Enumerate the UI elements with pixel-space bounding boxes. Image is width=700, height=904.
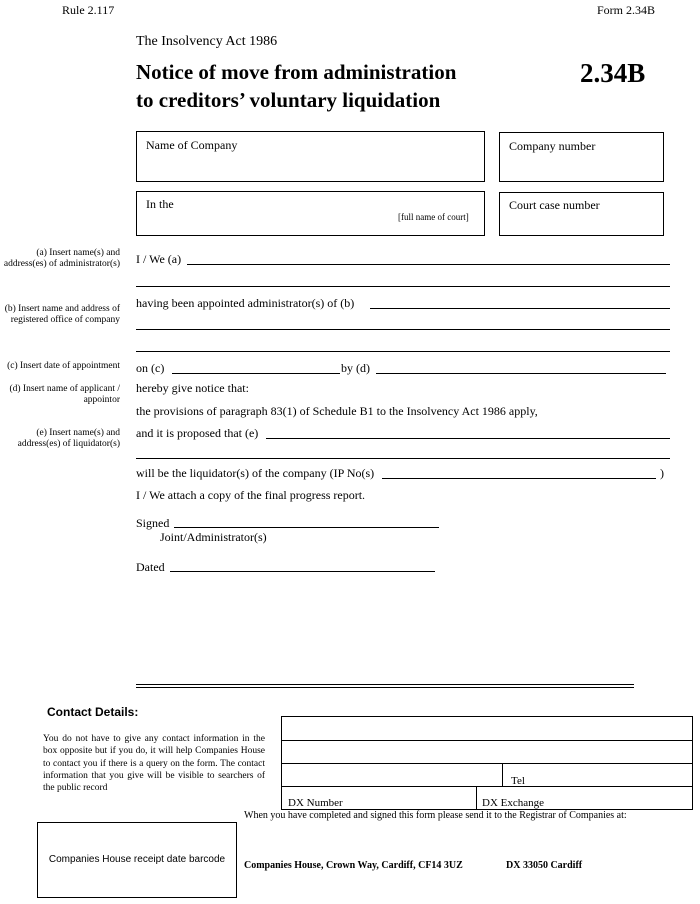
court-hint: [full name of court] [398, 212, 469, 222]
tel-field[interactable] [502, 763, 693, 787]
company-number-label: Company number [509, 139, 596, 153]
contact-row-3[interactable] [281, 763, 503, 787]
section-divider [136, 684, 634, 688]
signed-label: Signed [136, 516, 170, 530]
ip-number-line[interactable] [382, 478, 656, 479]
tel-label: Tel [511, 775, 525, 787]
date-line[interactable] [170, 571, 435, 572]
signature-line[interactable] [174, 527, 439, 528]
contact-description: You do not have to give any contact information in the box opposite but if you do, it will help Companies House to contact you if there is a query on the form. The contact information that you give will be visible to searchers of the public record [43, 734, 265, 794]
dx-exchange-field[interactable] [476, 786, 693, 810]
proposed-label: and it is proposed that (e) [136, 426, 259, 440]
on-label: on (c) [136, 361, 165, 375]
contact-row-2[interactable] [281, 740, 693, 764]
liquidator-line-2[interactable] [136, 458, 670, 459]
close-paren: ) [660, 466, 664, 480]
contact-row-1[interactable] [281, 716, 693, 741]
court-label: In the [146, 197, 174, 211]
by-label: by (d) [341, 361, 370, 375]
attach-text: I / We attach a copy of the final progress report. [136, 488, 366, 502]
form-title-line1: Notice of move from administration [136, 60, 457, 84]
company-line-3[interactable] [136, 351, 670, 352]
court-case-box[interactable] [499, 192, 664, 236]
court-case-label: Court case number [509, 198, 600, 212]
company-name-label: Name of Company [146, 138, 238, 152]
liquidators-label: will be the liquidator(s) of the company (IP No(s) [136, 466, 375, 480]
registrar-address: Companies House, Crown Way, Cardiff, CF14 3UZ [244, 860, 463, 871]
administrator-name-line[interactable] [187, 264, 670, 265]
dated-label: Dated [136, 560, 165, 574]
form-number: 2.34B [580, 58, 646, 88]
company-line-2[interactable] [136, 329, 670, 330]
note-b: (b) Insert name and address of registered office of company [4, 304, 120, 325]
company-number-box[interactable] [499, 132, 664, 182]
provisions-text: the provisions of paragraph 83(1) of Schedule B1 to the Insolvency Act 1986 apply, [136, 404, 538, 418]
note-a: (a) Insert name(s) and address(es) of administrator(s) [3, 248, 120, 269]
appointor-line[interactable] [376, 373, 666, 374]
court-box[interactable] [136, 191, 485, 236]
act-title: The Insolvency Act 1986 [136, 34, 278, 49]
note-e: (e) Insert name(s) and address(es) of liquidator(s) [17, 428, 120, 449]
form-title-line2: to creditors’ voluntary liquidation [136, 88, 441, 112]
appointment-date-line[interactable] [172, 373, 340, 374]
barcode-box [37, 822, 237, 898]
form-reference: Form 2.34B [597, 3, 656, 17]
administrator-address-line[interactable] [136, 286, 670, 287]
joint-administrator-label: Joint/Administrator(s) [160, 530, 267, 544]
company-line-1[interactable] [370, 308, 670, 309]
company-name-box[interactable] [136, 131, 485, 182]
send-instructions: When you have completed and signed this form please send it to the Registrar of Companies at: [244, 810, 627, 821]
dx-number-field[interactable] [281, 786, 477, 810]
i-we-label: I / We (a) [136, 252, 182, 266]
liquidator-line-1[interactable] [266, 438, 670, 439]
dx-exchange-label: DX Exchange [482, 797, 545, 809]
note-c: (c) Insert date of appointment [7, 361, 120, 371]
dx-number-label: DX Number [288, 797, 343, 809]
rule-reference: Rule 2.117 [62, 3, 115, 17]
appointed-label: having been appointed administrator(s) of (b) [136, 296, 355, 310]
barcode-label: Companies House receipt date barcode [48, 854, 226, 865]
contact-heading: Contact Details: [47, 705, 139, 719]
note-d: (d) Insert name of applicant / appointor [9, 384, 120, 405]
hereby-text: hereby give notice that: [136, 381, 249, 395]
registrar-dx: DX 33050 Cardiff [506, 860, 583, 871]
